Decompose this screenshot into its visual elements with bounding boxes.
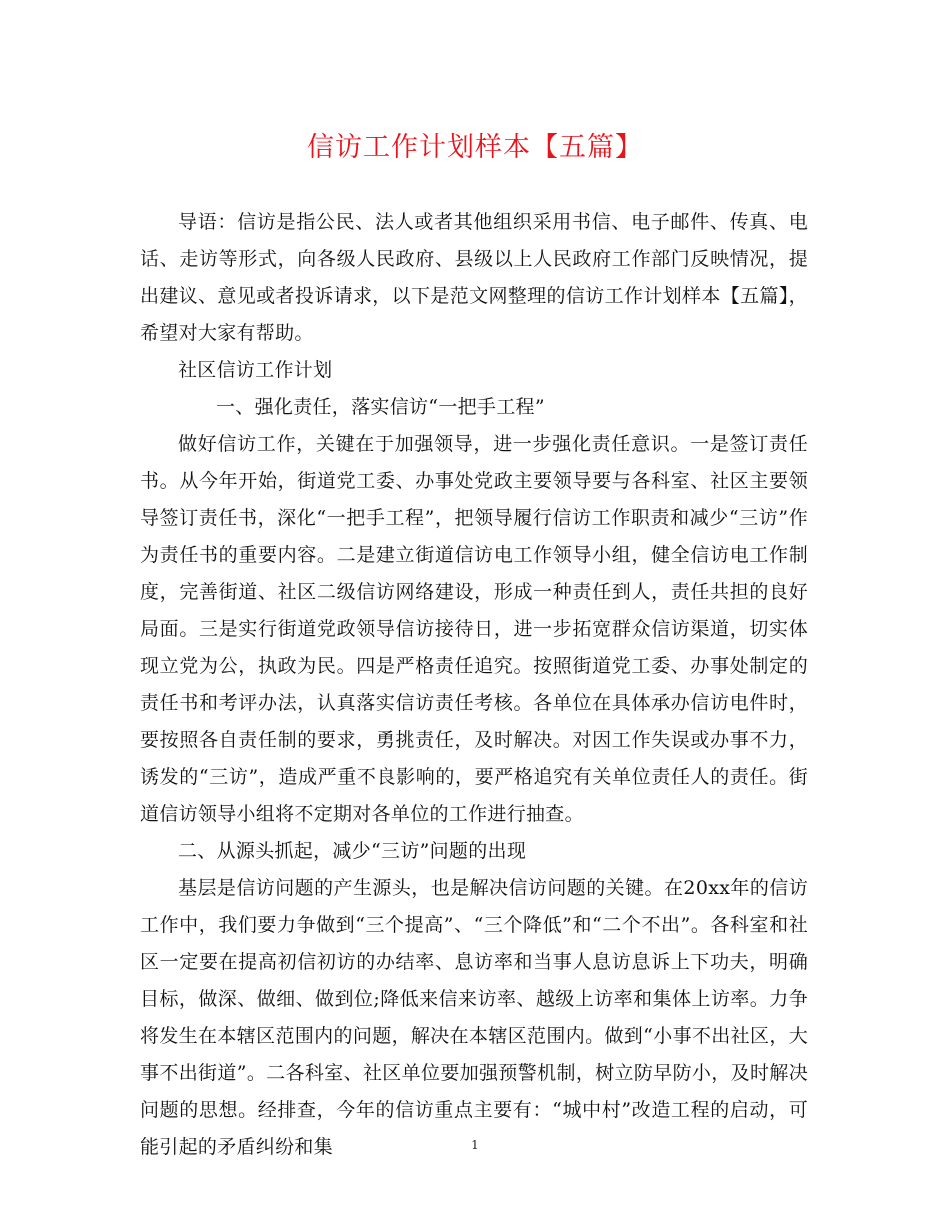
subsection-heading-1: 一、强化责任，落实信访“一把手工程” (216, 396, 545, 418)
intro-paragraph: 导语：信访是指公民、法人或者其他组织采用书信、电子邮件、传真、电话、走访等形式，向各级人民政府、县级以上人民政府工作部门反映情况，提出建议、意见或者投诉请求，以下是范文网整理的信访工作计划样本【五篇】，希望对大家有帮助。 (140, 211, 808, 344)
body-paragraph-2: 基层是信访问题的产生源头，也是解决信访问题的关键。在20xx年的信访工作中，我们要力争做到“三个提高”、“三个降低”和“二个不出”。各科室和社区一定要在提高初信初访的办结率、息访率和当事人息访息诉上下功夫，明确目标，做深、做细、做到位;降低来信来访率、越级上访率和集体上访率。力争将发生在本辖区范围内的问题，解决在本辖区范围内。做到“小事不出社区，大事不出街道”。二各科室、社区单位要加强预警机制，树立防早防小，及时解决问题的思想。经排查，今年的信访重点主要有：“城中村”改造工程的启动，可能引起的矛盾纠纷和集 (140, 877, 808, 1158)
section-heading: 社区信访工作计划 (178, 359, 333, 381)
page-number: 1 (471, 1138, 479, 1152)
body-paragraph-1: 做好信访工作，关键在于加强领导，进一步强化责任意识。一是签订责任书。从今年开始，街道党工委、办事处党政主要领导要与各科室、社区主要领导签订责任书，深化“一把手工程”，把领导履行信访工作职责和减少“三访”作为责任书的重要内容。二是建立街道信访电工作领导小组，健全信访电工作制度，完善街道、社区二级信访网络建设，形成一种责任到人，责任共担的良好局面。三是实行街道党政领导信访接待日，进一步拓宽群众信访渠道，切实体现立党为公，执政为民。四是严格责任追究。按照街道党工委、办事处制定的责任书和考评办法，认真落实信访责任考核。各单位在具体承办信访电件时，要按照各自责任制的要求，勇挑责任，及时解决。对因工作失误或办事不力，诱发的“三访”，造成严重不良影响的，要严格追究有关单位责任人的责任。街道信访领导小组将不定期对各单位的工作进行抽查。 (140, 433, 808, 825)
subsection-heading-2: 二、从源头抓起，减少“三访”问题的出现 (178, 840, 527, 862)
document-body (140, 204, 808, 1166)
document-title: 信访工作计划样本【五篇】 (307, 132, 643, 163)
